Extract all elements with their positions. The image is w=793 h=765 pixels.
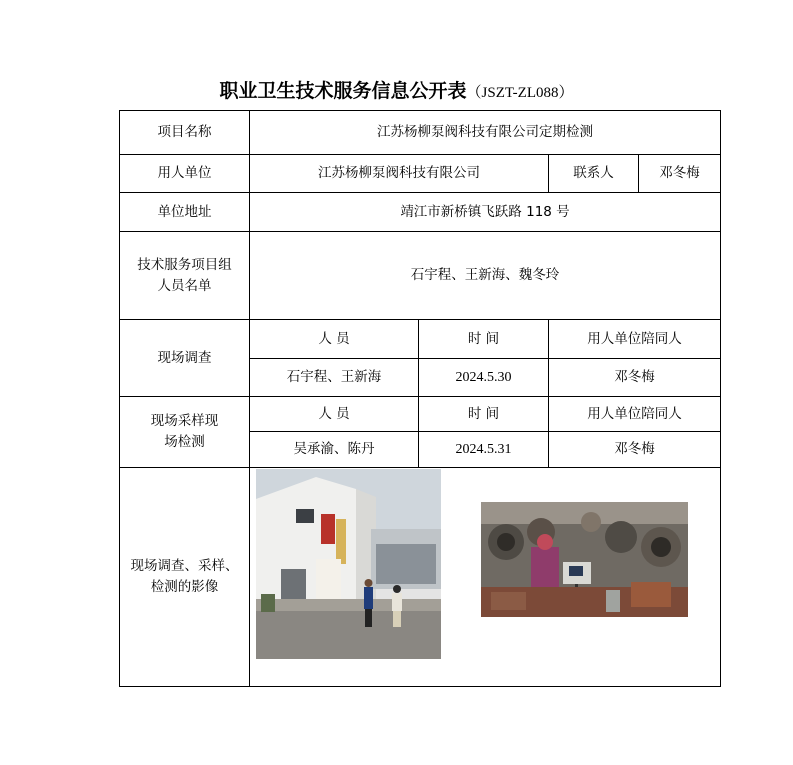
value-project-name: 江苏杨柳泵阀科技有限公司定期检测 <box>250 111 721 155</box>
header-personnel: 人 员 <box>250 320 419 359</box>
label-team: 技术服务项目组人员名单 <box>120 232 250 320</box>
value-team: 石宇程、王新海、魏冬玲 <box>250 232 721 320</box>
site-photo-workshop <box>481 502 688 617</box>
row-address <box>120 193 721 232</box>
row-survey-header <box>120 320 721 359</box>
row-team <box>120 232 721 320</box>
label-project-name: 项目名称 <box>120 111 250 155</box>
header-accompany-2: 用人单位陪同人 <box>549 397 721 432</box>
value-address: 靖江市新桥镇飞跃路 118 号 <box>250 193 721 232</box>
value-employer: 江苏杨柳泵阀科技有限公司 <box>250 155 549 193</box>
label-employer: 用人单位 <box>120 155 250 193</box>
sampling-time: 2024.5.31 <box>419 432 549 468</box>
survey-time: 2024.5.30 <box>419 359 549 397</box>
title-text: 职业卫生技术服务信息公开表 <box>219 80 467 102</box>
info-table <box>119 110 721 687</box>
row-images <box>120 468 721 687</box>
header-time-2: 时 间 <box>419 397 549 432</box>
row-project-name <box>120 111 721 155</box>
header-time: 时 间 <box>419 320 549 359</box>
label-address: 单位地址 <box>120 193 250 232</box>
label-images: 现场调查、采样、检测的影像 <box>120 468 250 687</box>
label-contact: 联系人 <box>549 155 639 193</box>
sampling-accompany: 邓冬梅 <box>549 432 721 468</box>
header-accompany: 用人单位陪同人 <box>549 320 721 359</box>
value-contact: 邓冬梅 <box>639 155 721 193</box>
header-personnel-2: 人 员 <box>250 397 419 432</box>
survey-personnel: 石宇程、王新海 <box>250 359 419 397</box>
row-employer <box>120 155 721 193</box>
survey-accompany: 邓冬梅 <box>549 359 721 397</box>
images-cell <box>250 468 721 687</box>
sampling-personnel: 吴承渝、陈丹 <box>250 432 419 468</box>
form-code: （JSZT-ZL088） <box>466 85 574 101</box>
label-sampling: 现场采样现场检测 <box>120 397 250 468</box>
row-sampling-header <box>120 397 721 432</box>
label-site-survey: 现场调查 <box>120 320 250 397</box>
page-title <box>0 76 793 103</box>
site-photo-building <box>256 469 441 659</box>
